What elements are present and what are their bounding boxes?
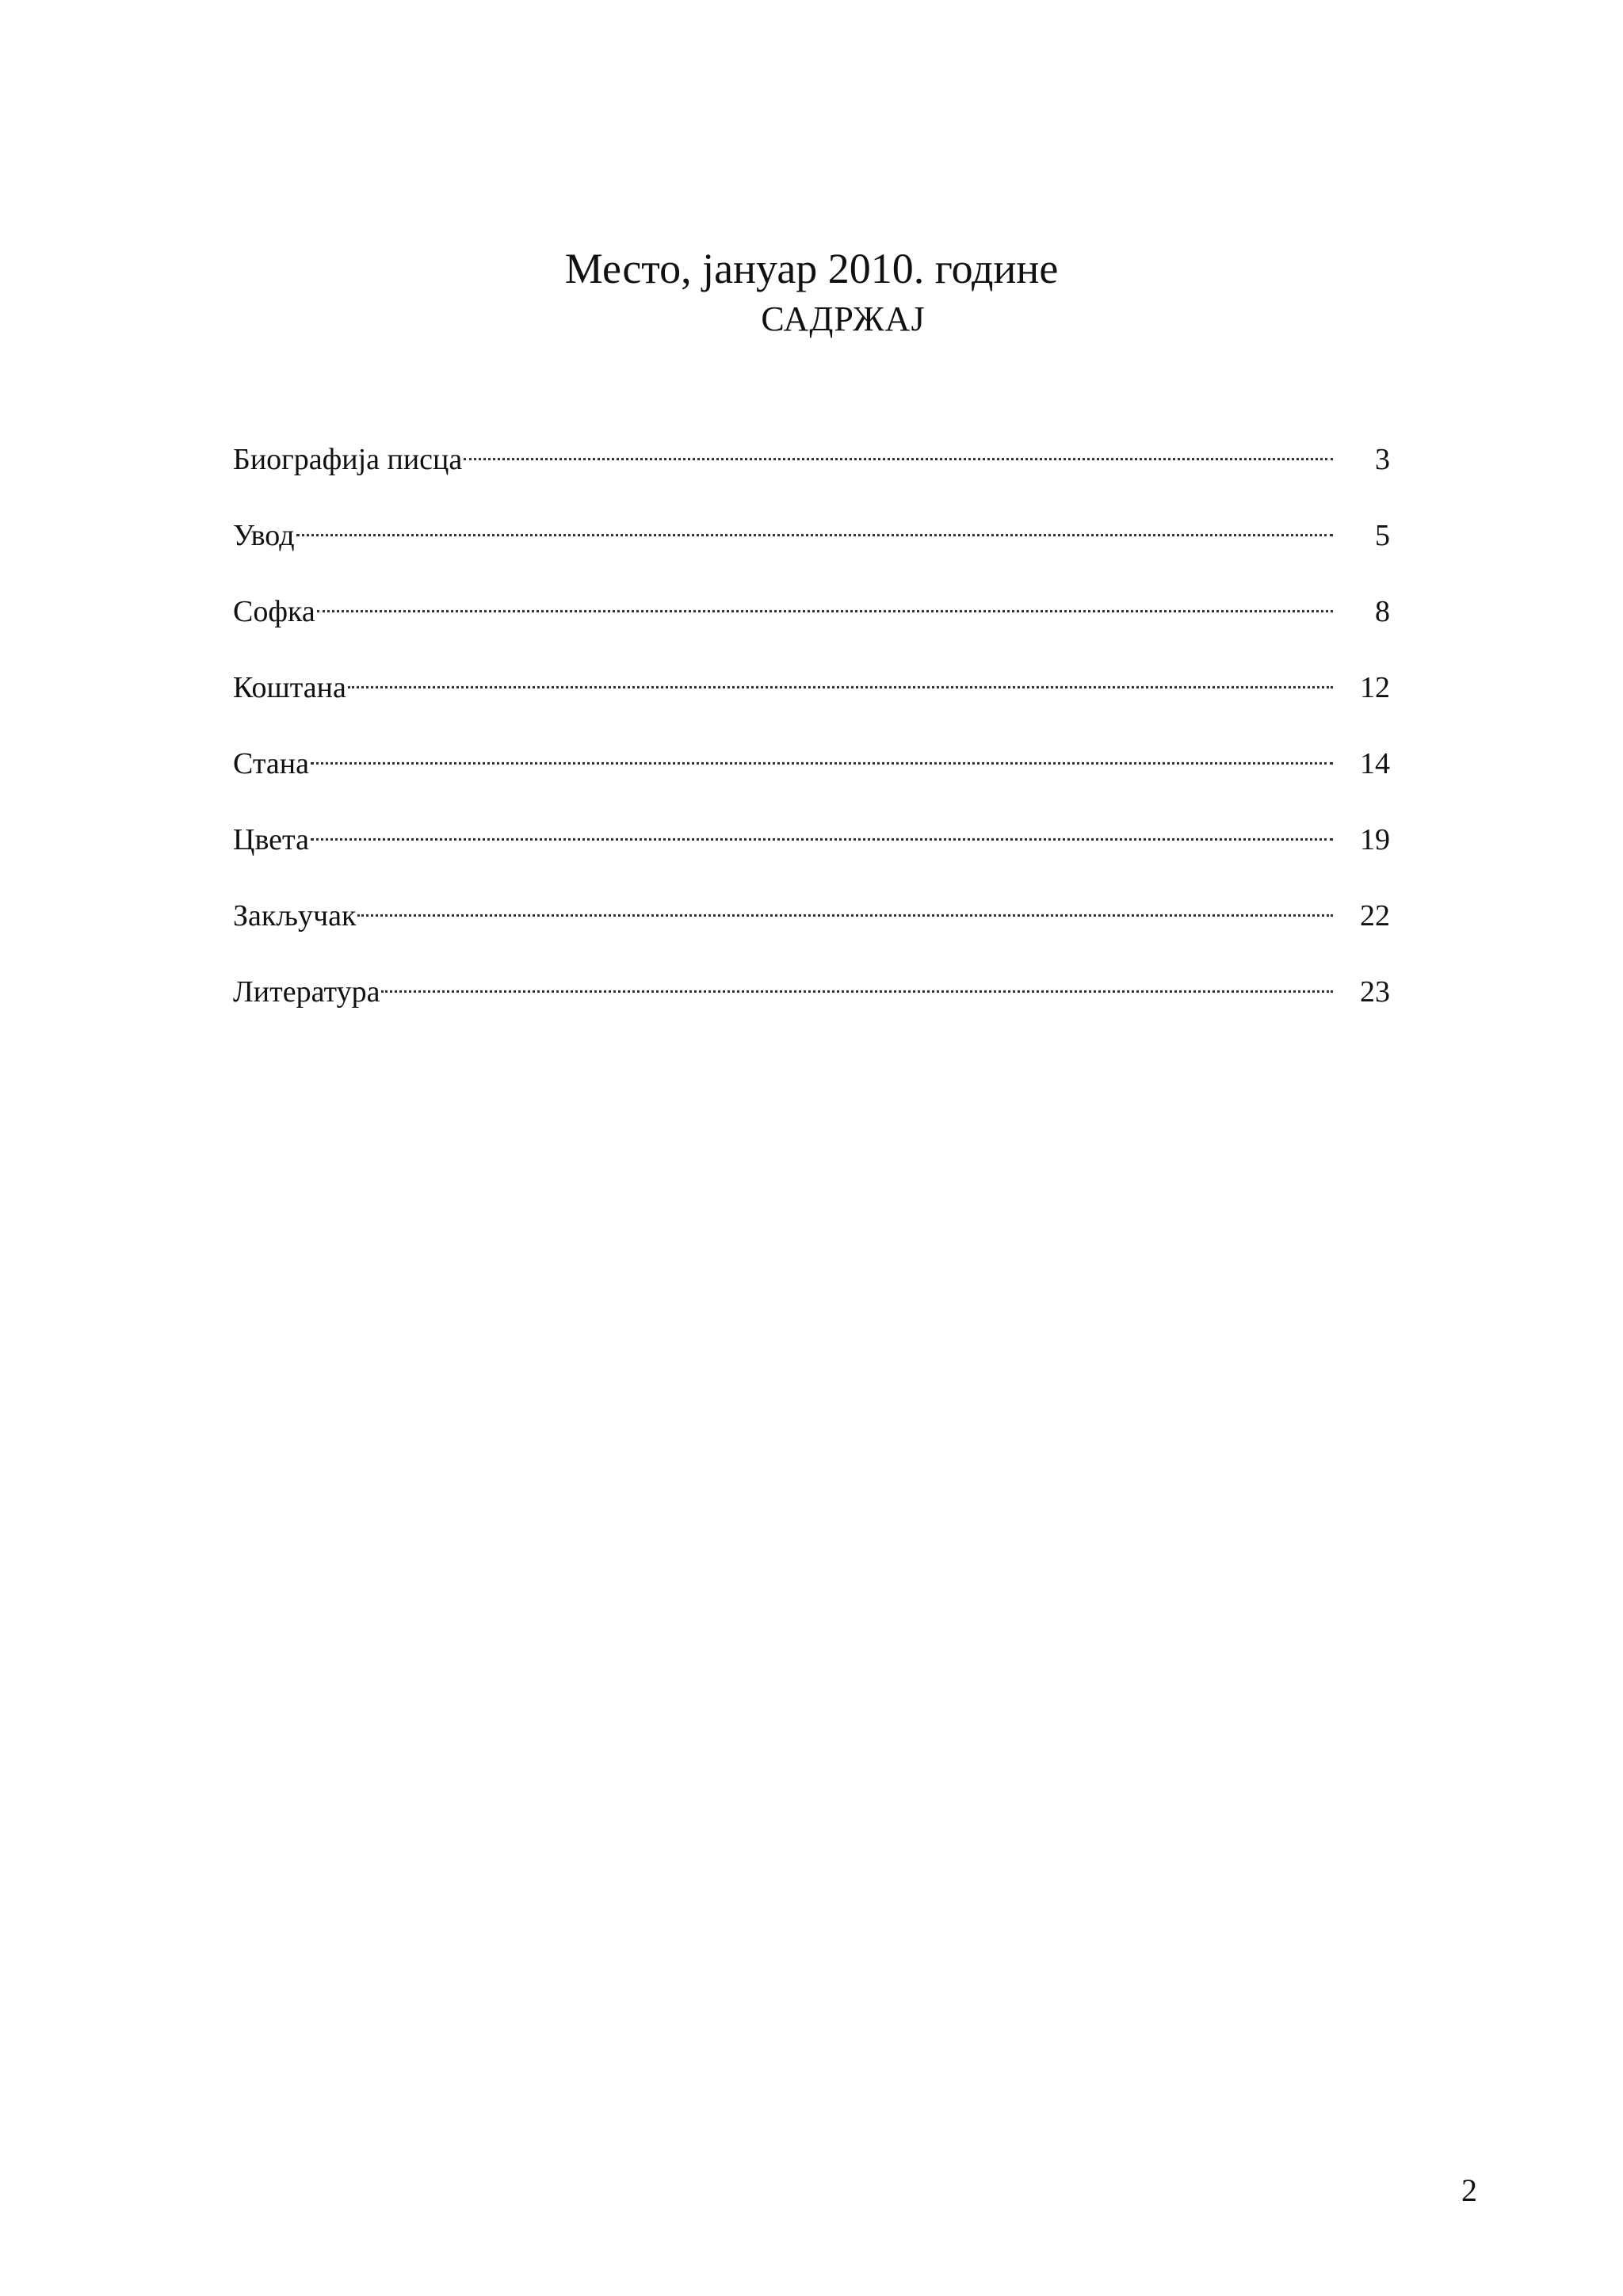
toc-entry-page: 22 (1360, 899, 1390, 933)
toc-entry-sofka[interactable] (233, 580, 1390, 656)
toc-entry-koshtana[interactable] (233, 656, 1390, 732)
toc-entry-biography[interactable] (233, 428, 1390, 504)
toc-entry-page: 3 (1375, 443, 1390, 476)
toc-entry-label: Стана (233, 747, 309, 780)
toc-entry-label: Литература (233, 975, 380, 1009)
toc-entry-stana[interactable] (233, 732, 1390, 808)
toc-dot-leader (311, 732, 1333, 773)
toc-entry-page: 19 (1360, 823, 1390, 856)
toc-dot-leader (381, 960, 1333, 1001)
toc-title: САДРЖАЈ (761, 299, 926, 338)
toc-entry-page: 12 (1360, 671, 1390, 704)
toc-entry-page: 5 (1375, 519, 1390, 552)
toc-dot-leader (357, 884, 1333, 925)
toc-dot-leader (348, 656, 1333, 697)
toc-entry-label: Цвета (233, 823, 309, 856)
table-of-contents (233, 428, 1390, 1036)
toc-entry-label: Софка (233, 595, 315, 628)
toc-entry-page: 8 (1375, 595, 1390, 628)
toc-dot-leader (464, 428, 1333, 469)
toc-dot-leader (317, 580, 1333, 621)
toc-entry-label: Увод (233, 519, 295, 552)
toc-entry-label: Биографија писца (233, 443, 463, 476)
toc-entry-conclusion[interactable] (233, 884, 1390, 960)
toc-entry-page: 14 (1360, 747, 1390, 780)
toc-entry-label: Закључак (233, 899, 357, 933)
toc-entry-label: Коштана (233, 671, 346, 704)
toc-entry-literature[interactable] (233, 960, 1390, 1036)
place-date-heading: Место, јануар 2010. године (564, 245, 1059, 292)
toc-dot-leader (311, 808, 1333, 849)
page-number: 2 (1461, 2172, 1477, 2208)
toc-entry-introduction[interactable] (233, 504, 1390, 580)
toc-entry-cveta[interactable] (233, 808, 1390, 884)
toc-dot-leader (296, 504, 1333, 545)
toc-entry-page: 23 (1360, 975, 1390, 1009)
